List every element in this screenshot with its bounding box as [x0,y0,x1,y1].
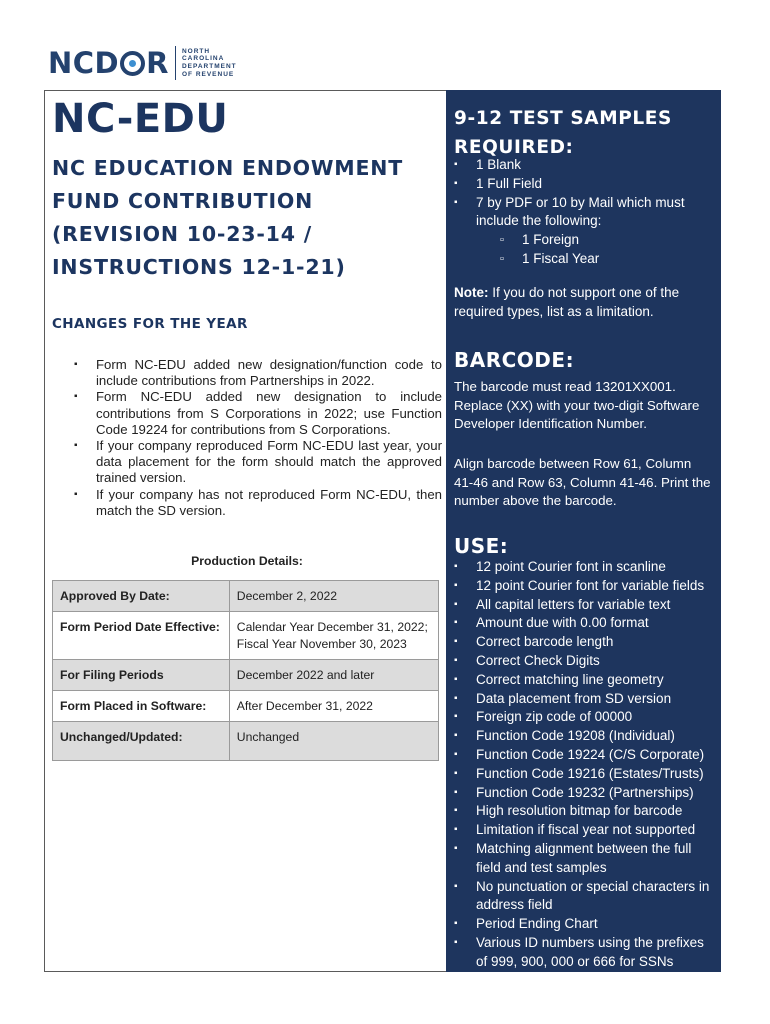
use-item: ▪ Amount due with 0.00 format [454,614,716,633]
use-item: ▪ Correct matching line geometry [454,671,716,690]
form-title [52,152,442,284]
use-list [454,558,716,972]
row-label: Form Period Date Effective: [53,612,230,660]
logo-wordmark-right: R [146,45,169,80]
row-value: December 2022 and later [229,660,438,691]
samples-note [454,283,704,321]
row-value: Calendar Year December 31, 2022; Fiscal Year November 30, 2023 [229,612,438,660]
samples-item-text: 7 by PDF or 10 by Mail which must include the following: [476,194,685,229]
use-item: ▪ Foreign zip code of 00000 [454,708,716,727]
barcode-heading: BARCODE: [454,348,575,372]
samples-subitem: ▫ 1 Fiscal Year [500,250,709,269]
changes-list [74,357,442,519]
use-item: ▪ Correct Check Digits [454,652,716,671]
samples-sublist [476,231,709,269]
barcode-paragraph-2: Align barcode between Row 61, Column 41-46 and Row 63, Column 41-46. Print the number above the barcode. [454,456,711,509]
logo-wordmark-left: NCD [48,45,120,80]
logo-wordmark [48,45,169,80]
use-item: ▪ 12 point Courier font for variable fields [454,577,716,596]
samples-heading [454,104,714,162]
logo-o-icon [120,51,145,76]
samples-item: ▪ 1 Full Field [454,175,709,194]
samples-list [454,156,709,269]
row-value: December 2, 2022 [229,581,438,612]
logo-divider [175,46,176,80]
samples-item [454,194,709,269]
form-title-line: (REVISION 10-23-14 / [52,222,312,246]
ncdor-logo [48,46,237,80]
table-row [53,722,439,761]
use-item: ▪ Function Code 19216 (Estates/Trusts) [454,765,716,784]
use-item: ▪ Limitation if fiscal year not supported [454,821,716,840]
samples-subitem: ▫ 1 Foreign [500,231,709,250]
use-item: ▪ Function Code 19224 (C/S Corporate) [454,746,716,765]
use-heading: USE: [454,534,509,558]
use-item: ▪ Various ID numbers using the prefixes of 999, 900, 000 or 666 for SSNs [454,934,716,972]
samples-item: ▪ 1 Blank [454,156,709,175]
row-value: After December 31, 2022 [229,691,438,722]
logo-subtitle [182,48,237,78]
changes-heading: CHANGES FOR THE YEAR [52,316,248,332]
changes-item: ▪ Form NC-EDU added new designation to include contributions from S Corporations in 2022; use Function Code 19224 for contributions from S Corporations. [74,389,442,438]
table-row [53,691,439,722]
use-item: ▪ Data placement from SD version [454,690,716,709]
barcode-paragraph-1: The barcode must read 13201XX001. Replace (XX) with your two-digit Software Developer Identification Number. [454,379,700,432]
form-code: NC-EDU [52,96,229,142]
use-item: ▪ All capital letters for variable text [454,596,716,615]
samples-heading-line: 9-12 TEST SAMPLES [454,108,672,129]
table-row [53,612,439,660]
row-label: Unchanged/Updated: [53,722,230,761]
form-title-line: INSTRUCTIONS 12-1-21) [52,255,346,279]
row-label: For Filing Periods [53,660,230,691]
use-item: ▪ Period Ending Chart [454,915,716,934]
production-details-title: Production Details: [191,554,303,568]
use-item: ▪ Function Code 19208 (Individual) [454,727,716,746]
logo-subtitle-line: NORTH [181,47,211,55]
use-item: ▪ No punctuation or special characters in address field [454,878,716,916]
form-title-line: NC EDUCATION ENDOWMENT [52,156,404,180]
row-label: Form Placed in Software: [53,691,230,722]
changes-item: ▪ Form NC-EDU added new designation/function code to include contributions from Partnerships in 2022. [74,357,442,389]
samples-heading-line: REQUIRED: [454,137,574,158]
use-item: ▪ 12 point Courier font in scanline [454,558,716,577]
table-row [53,581,439,612]
logo-subtitle-line: OF REVENUE [181,70,235,78]
form-title-line: FUND CONTRIBUTION [52,189,314,213]
use-item: ▪ Correct barcode length [454,633,716,652]
row-value: Unchanged [229,722,438,761]
production-details-table [52,580,439,761]
use-item: ▪ Function Code 19232 (Partnerships) [454,784,716,803]
logo-subtitle-line: CAROLINA [181,55,225,63]
table-row [53,660,439,691]
use-item: ▪ Matching alignment between the full field and test samples [454,840,716,878]
changes-item: ▪ If your company reproduced Form NC-EDU last year, your data placement for the form should match the approved trained version. [74,438,442,487]
note-label: Note: [454,285,489,300]
row-label: Approved By Date: [53,581,230,612]
logo-subtitle-line: DEPARTMENT [181,63,237,70]
use-item: ▪ High resolution bitmap for barcode [454,802,716,821]
changes-item: ▪ If your company has not reproduced Form NC-EDU, then match the SD version. [74,487,442,519]
note-text: If you do not support one of the required types, list as a limitation. [454,285,680,319]
